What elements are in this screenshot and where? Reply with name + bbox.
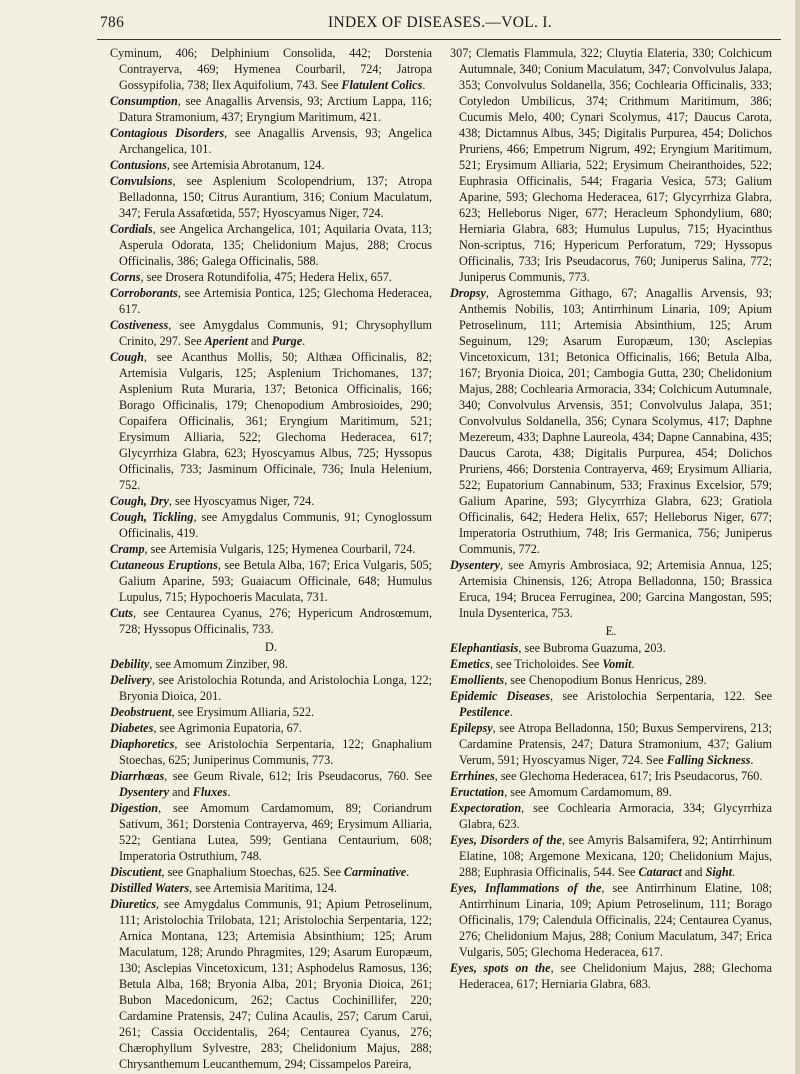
page-number: 786 bbox=[100, 14, 125, 31]
index-entry bbox=[450, 640, 772, 656]
index-entry bbox=[110, 93, 432, 125]
entry-references: , see Antirrhinum Elatine, 108; Antirrhinum Linaria, 109; Apium Petroselinum, 111; Borago Officinalis, 179; Calendula Officinalis, 224; Centaurea Cyanus, 276; Chelidonium Majus, 288; Conium Maculatum, 347; Erica Vulgaris, 505; Glechoma Hederacea, 617. bbox=[459, 881, 772, 959]
entry-references: , see Aristolochia Rotunda, and Aristolochia Longa, 122; Bryonia Dioica, 201. bbox=[119, 673, 432, 703]
entry-references: , see Amomum Cardamomum, 89. bbox=[504, 785, 672, 799]
entry-term: Cough, Dry bbox=[110, 494, 169, 508]
entry-term: Eructation bbox=[450, 785, 505, 799]
index-entry bbox=[450, 672, 772, 688]
entry-term: Delivery bbox=[110, 673, 152, 687]
entry-term: Expectoration bbox=[450, 801, 522, 815]
entry-continuation: 307; Clematis Flammula, 322; Cluytia Elateria, 330; Colchicum Autumnale, 340; Conium Maculatum, 347; Convolvulus Jalapa, 353; Convolvulus Soldanella, 356; Cochlearia Officinalis, 333; Cotyledon Umbilicus, 374; Crithmum Maritimum, 386; Cucumis Melo, 400; Cynari Scolymus, 417; Daucus Carota, 438; Dictamnus Albus, 345; Digitalis Purpurea, 454; Dolichos Pruriens, 466; Empetrum Nigrum, 492; Eryngium Maritimum, 521; Erysimum Alliaria, 522; Erysimum Cheiranthoides, 522; Euphrasia Officinalis, 544; Fragaria Vesica, 573; Galium Aparine, 593; Glechoma Hederacea, 617; Glycyrrhiza Glabra, 623; Helleborus Niger, 677; Heracleum Sphondylium, 680; Herniaria Glabra, 683; Humulus Lupulus, 715; Hyacinthus Non-scriptus, 716; Hypericum Perforatum, 729; Hyssopus Officinalis, 733; Iris Pseudacorus, 760; Juniperus Salina, 772; Juniperus Communis, 773. bbox=[450, 46, 772, 284]
entry-term: Dropsy bbox=[450, 286, 486, 300]
entry-references: , see Artemisia Pontica, 125; Glechoma Hederacea, 617. bbox=[119, 286, 432, 316]
entry-term: Emetics bbox=[450, 657, 490, 671]
entry-references: , Agrostemma Githago, 67; Anagallis Arvensis, 93; Anthemis Nobilis, 103; Antirrhinum Linaria, 109; Apium Petroselinum, 111; Artemisia Absinthium, 125; Arum Seguinum, 129; Asarum Europæum, 130; Asclepias Vincetoxicum, 131; Betonica Officinalis, 166; Betula Alba, 167; Bryonia Dioica, 201; Cambogia Gutta, 230; Chelidonium Majus, 288; Cochlearia Armoracia, 334; Colchicum Autumnale, 340; Convolvulus Arvensis, 351; Convolvulus Jalapa, 351; Convolvulus Soldanella, 356; Cynara Scolymus, 417; Daphne Mezereum, 433; Daphne Laureola, 434; Dapne Cannabina, 435; Daucus Carota, 438; Digitalis Purpurea, 454; Dolichos Pruriens, 466; Dorstenia Contrayerva, 469; Erysimum Alliaria, 522; Eupatorium Cannabinum, 533; Fraxinus Excelsior, 579; Galium Aparine, 593; Glycyrrhiza Glabra, 623; Gratiola Officinalis, 642; Hedera Helix, 657; Helleborus Niger, 677; Imperatoria Ostruthium, 748; Iris Germanica, 756; Juniperus Communis, 772. bbox=[459, 286, 772, 556]
entry-term: Cordials bbox=[110, 222, 153, 236]
left-column bbox=[110, 45, 432, 1072]
index-entry bbox=[450, 784, 772, 800]
entry-references: , see Aristolochia Serpentaria, 122; Gnaphalium Stoechas, 625; Juniperinus Communis, 773. bbox=[119, 737, 432, 767]
entry-references: , see Artemisia Vulgaris, 125; Hymenea Courbaril, 724. bbox=[144, 542, 416, 556]
entry-end: . bbox=[631, 657, 635, 671]
entry-term: Cough, Tickling bbox=[110, 510, 194, 524]
entry-term: Elephantiasis bbox=[450, 641, 519, 655]
index-entry bbox=[110, 672, 432, 704]
entry-term: Discutient bbox=[110, 865, 162, 879]
index-entry bbox=[110, 656, 432, 672]
entry-term: Costiveness bbox=[110, 318, 169, 332]
entry-references: , see Bubroma Guazuma, 203. bbox=[518, 641, 666, 655]
entry-term: Convulsions bbox=[110, 174, 173, 188]
index-entry bbox=[110, 349, 432, 493]
header-rule bbox=[97, 39, 781, 40]
entry-references: , see Tricholoides. See bbox=[489, 657, 603, 671]
index-entry bbox=[450, 285, 772, 557]
entry-references: , see Geum Rivale, 612; Iris Pseudacorus, 760. See bbox=[164, 769, 432, 783]
index-entry bbox=[110, 557, 432, 605]
entry-term: Epidemic Diseases bbox=[450, 689, 550, 703]
entry-term: Distilled Waters bbox=[110, 881, 190, 895]
entry-references: , see Drosera Rotundifolia, 475; Hedera Helix, 657. bbox=[140, 270, 392, 284]
entry-references: , see Chelidonium Majus, 288; Glechoma Hederacea, 617; Herniaria Glabra, 683. bbox=[459, 961, 772, 991]
index-entry bbox=[450, 656, 772, 672]
see-also-term: Purge bbox=[271, 334, 303, 348]
entry-references: , see Amygdalus Communis, 91; Chrysophyllum Crinito, 297. See bbox=[119, 318, 432, 348]
entry-references: , see Amomum Cardamomum, 89; Coriandrum Sativum, 361; Dorstenia Contrayerva, 469; Erysimum Alliaria, 522; Gentiana Lutea, 599; Gentiana Centaurium, 608; Imperatoria Ostruthium, 748. bbox=[119, 801, 432, 863]
entry-references: , see Acanthus Mollis, 50; Althæa Officinalis, 82; Artemisia Vulgaris, 125; Asplenium Trichomanes, 137; Asplenium Ruta Muraria, 137; Betonica Officinalis, 166; Borago Officinalis, 179; Chenopodium Ambrosioides, 290; Copaifera Officinalis, 361; Eryngium Maritimum, 521; Erysimum Alliaria, 522; Glechoma Hederacea, 617; Glycyrrhiza Glabra, 623; Hyoscyamus Albus, 725; Hyssopus Officinalis, 733; Jasminum Officinale, 736; Inula Helenium, 752. bbox=[119, 350, 432, 492]
entry-references: , see Agrimonia Eupatoria, 67. bbox=[153, 721, 302, 735]
entry-references: , see Aristolochia Serpentaria, 122. See bbox=[550, 689, 773, 703]
right-column bbox=[450, 45, 772, 992]
entry-term: Eyes, Inflammations of the bbox=[450, 881, 602, 895]
see-also-joiner: and bbox=[248, 334, 272, 348]
index-entry bbox=[110, 768, 432, 800]
see-also-joiner: and bbox=[681, 865, 706, 879]
index-entry bbox=[110, 541, 432, 557]
index-entry bbox=[110, 704, 432, 720]
entry-references: , see Cochlearia Armoracia, 334; Glycyrrhiza Glabra, 623. bbox=[459, 801, 772, 831]
entry-term: Deobstruent bbox=[110, 705, 172, 719]
entry-references: , see Gnaphalium Stoechas, 625. See bbox=[161, 865, 344, 879]
entry-end: . bbox=[227, 785, 231, 799]
entry-term: Consumption bbox=[110, 94, 178, 108]
entry-end: . bbox=[750, 753, 754, 767]
entry-term: Digestion bbox=[110, 801, 159, 815]
entry-term: Emollients bbox=[450, 673, 505, 687]
entry-end: . bbox=[406, 865, 410, 879]
index-entry bbox=[110, 864, 432, 880]
entry-term: Diabetes bbox=[110, 721, 154, 735]
entry-term: Diaphoretics bbox=[110, 737, 175, 751]
entry-references: , see Glechoma Hederacea, 617; Iris Pseudacorus, 760. bbox=[494, 769, 763, 783]
index-entry bbox=[450, 45, 772, 285]
index-entry bbox=[450, 720, 772, 768]
index-entry bbox=[450, 880, 772, 960]
see-also-term: Cataract bbox=[638, 865, 682, 879]
see-also-term: Dysentery bbox=[119, 785, 170, 799]
see-also-term: Sight bbox=[705, 865, 732, 879]
entry-references: , see Artemisia Abrotanum, 124. bbox=[166, 158, 325, 172]
entry-term: Corroborants bbox=[110, 286, 178, 300]
see-also-term: Pestilence bbox=[459, 705, 510, 719]
index-entry bbox=[450, 688, 772, 720]
index-entry bbox=[110, 157, 432, 173]
entry-term: Cramp bbox=[110, 542, 145, 556]
entry-references: , see Asplenium Scolopendrium, 137; Atropa Belladonna, 150; Citrus Aurantium, 316; Conium Maculatum, 347; Ferula Assafœtida, 557; Hyoscyamus Niger, 724. bbox=[119, 174, 432, 220]
entry-term: Debility bbox=[110, 657, 150, 671]
entry-references: , see Erysimum Alliaria, 522. bbox=[171, 705, 315, 719]
entry-term: Errhines bbox=[450, 769, 495, 783]
entry-end: . bbox=[422, 78, 426, 92]
index-entry bbox=[450, 832, 772, 880]
entry-term: Diarrhœas bbox=[110, 769, 165, 783]
entry-references: , see Amygdalus Communis, 91; Apium Petroselinum, 111; Aristolochia Trilobata, 121; Aristolochia Serpentaria, 122; Arnica Montana, 123; Artemisia Absinthium; 125; Arum Maculatum, 128; Arundo Phragmites, 129; Asarum Europæum, 130; Asclepias Vincetoxicum, 131; Asphodelus Ramosus, 136; Betula Alba, 168; Bryonia Alba, 201; Bryonia Dioica, 261; Bubon Macedonicum, 262; Cactus Cochinillifer, 220; Cardamine Pratensis, 247; Culina Acaulis, 257; Carum Carui, 261; Cassia Occidentalis, 264; Centaurea Cyanus, 276; Chærophyllum Sylvestre, 283; Chelidonium Majus, 288; Chrysanthemum Leucanthemum, 294; Cissampelos Pareira, bbox=[119, 897, 432, 1071]
entry-references: , see Hyoscyamus Niger, 724. bbox=[168, 494, 315, 508]
entry-term: Cutaneous Eruptions bbox=[110, 558, 218, 572]
entry-term: Dysentery bbox=[450, 558, 501, 572]
page-header bbox=[100, 14, 780, 38]
entry-continuation: Cyminum, 406; Delphinium Consolida, 442; Dorstenia Contrayerva, 469; Hymenea Courbaril, 724; Jatropa Gossypifolia, 738; Ilex Aquifolium, 743. See bbox=[110, 46, 432, 92]
index-entry bbox=[110, 880, 432, 896]
entry-references: , see Amomum Zinziber, 98. bbox=[149, 657, 288, 671]
index-entry bbox=[110, 221, 432, 269]
index-entry bbox=[110, 605, 432, 637]
see-also-term: Carminative bbox=[343, 865, 407, 879]
entry-term: Contusions bbox=[110, 158, 167, 172]
index-entry bbox=[110, 285, 432, 317]
index-entry bbox=[450, 800, 772, 832]
entry-references: , see Angelica Archangelica, 101; Aquilaria Ovata, 113; Asperula Odorata, 135; Chelidonium Majus, 288; Crocus Officinalis, 386; Galega Officinalis, 588. bbox=[119, 222, 432, 268]
see-also-term: Flatulent Colics bbox=[341, 78, 423, 92]
index-entry bbox=[110, 720, 432, 736]
entry-term: Corns bbox=[110, 270, 141, 284]
index-entry bbox=[110, 736, 432, 768]
index-entry bbox=[110, 493, 432, 509]
index-entry bbox=[110, 896, 432, 1072]
entry-references: , see Artemisia Maritima, 124. bbox=[189, 881, 338, 895]
entry-term: Cuts bbox=[110, 606, 134, 620]
entry-references: , see Chenopodium Bonus Henricus, 289. bbox=[504, 673, 707, 687]
entry-references: , see Amyris Balsamifera, 92; Antirrhinum Elatine, 108; Argemone Mexicana, 120; Chelidonium Majus, 288; Euphrasia Officinalis, 544. See bbox=[459, 833, 772, 879]
index-entry bbox=[110, 317, 432, 349]
index-entry bbox=[110, 173, 432, 221]
index-entry bbox=[110, 125, 432, 157]
entry-term: Contagious Disorders bbox=[110, 126, 225, 140]
entry-references: , see Amyris Ambrosiaca, 92; Artemisia Annua, 125; Artemisia Chinensis, 126; Atropa Belladonna, 150; Brassica Eruca, 194; Brucea Ferruginea, 200; Garcina Mangostan, 595; Inula Dysenterica, 753. bbox=[459, 558, 772, 620]
running-title: INDEX OF DISEASES.—VOL. I. bbox=[328, 14, 552, 31]
see-also-term: Aperient bbox=[204, 334, 248, 348]
see-also-term: Vomit bbox=[602, 657, 632, 671]
entry-end: . bbox=[509, 705, 513, 719]
entry-end: . bbox=[302, 334, 306, 348]
entry-term: Eyes, Disorders of the bbox=[450, 833, 562, 847]
index-entry bbox=[110, 509, 432, 541]
index-entry bbox=[110, 45, 432, 93]
entry-references: , see Amygdalus Communis, 91; Cynoglossum Officinalis, 419. bbox=[119, 510, 433, 540]
see-also-term: Falling Sickness bbox=[666, 753, 751, 767]
entry-end: . bbox=[732, 865, 736, 879]
see-also-joiner: and bbox=[169, 785, 193, 799]
page-spine bbox=[795, 0, 800, 1074]
entry-references: , see Centaurea Cyanus, 276; Hypericum Androsœmum, 728; Hyssopus Officinalis, 733. bbox=[119, 606, 432, 636]
entry-references: , see Anagallis Arvensis, 93; Angelica Archangelica, 101. bbox=[119, 126, 432, 156]
entry-references: , see Anagallis Arvensis, 93; Arctium Lappa, 116; Datura Stramonium, 437; Eryngium Maritimum, 421. bbox=[119, 94, 432, 124]
entry-term: Diuretics bbox=[110, 897, 157, 911]
index-entry bbox=[450, 557, 772, 621]
index-entry bbox=[450, 960, 772, 992]
see-also-term: Fluxes bbox=[192, 785, 228, 799]
section-letter: D. bbox=[264, 640, 278, 654]
entry-term: Epilepsy bbox=[450, 721, 493, 735]
index-entry bbox=[110, 269, 432, 285]
index-entry bbox=[450, 768, 772, 784]
entry-references: , see Atropa Belladonna, 150; Buxus Sempervirens, 213; Cardamine Pratensis, 247; Datura Stramonium, 437; Galium Verum, 591; Hyoscyamus Niger, 724. See bbox=[459, 721, 772, 767]
index-entry bbox=[110, 800, 432, 864]
section-letter: E. bbox=[605, 624, 617, 638]
entry-term: Cough bbox=[110, 350, 144, 364]
entry-term: Eyes, spots on the bbox=[450, 961, 551, 975]
entry-references: , see Betula Alba, 167; Erica Vulgaris, 505; Galium Aparine, 593; Guaiacum Officinale, 648; Humulus Lupulus, 715; Hypochoeris Maculata, 731. bbox=[119, 558, 432, 604]
